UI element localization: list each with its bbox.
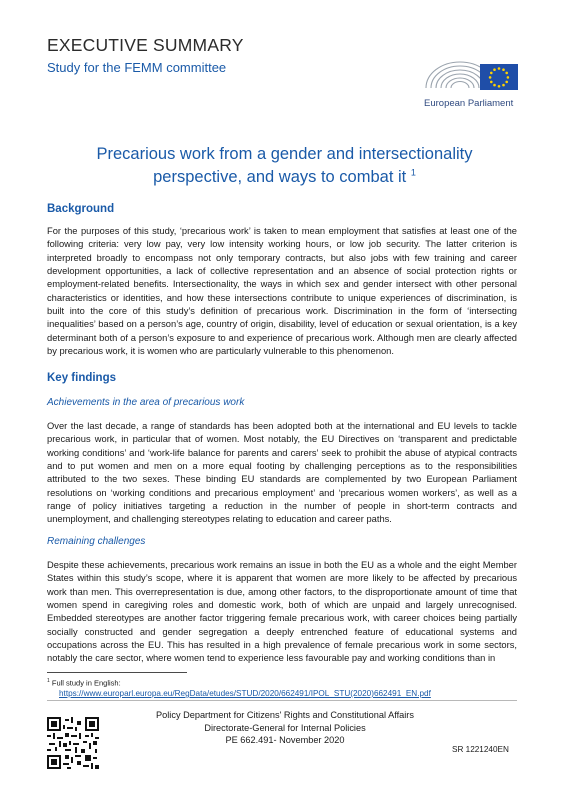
challenges-subheading: Remaining challenges — [47, 536, 146, 547]
department-line-1: Policy Department for Citizens' Rights and Constitutional Affairs — [156, 710, 414, 720]
title-line-2: perspective, and ways to combat it — [153, 168, 407, 186]
title-footnote-marker: 1 — [410, 167, 416, 178]
document-title — [40, 143, 529, 189]
footnote-text — [47, 678, 121, 688]
department-info — [140, 709, 430, 747]
committee-subtitle: Study for the FEMM committee — [47, 60, 227, 75]
footnote-label: Full study in English: — [51, 678, 121, 688]
achievements-paragraph: Over the last decade, a range of standards has been adopted both at the international and EU levels to tackle precarious work, in particular that of women. Most notably, the EU Directives on ‘transparent and predictable working conditions’ and ‘work-life balance for parents and carers’ seek to prohibit the abuse of atypical contracts and to put women and men on a more equal footing by challenging perceptions as to the responsibilities attributed to the two sexes. These binding EU standards are complemented by two European Parliament resolutions on ‘working conditions and precarious employment’ and ‘precarious women workers’, as well as a range of policy initiatives targeting a reduction in the number of people in short-term contracts and unemployment, and challenging stereotypes relating to education and career paths. — [47, 421, 517, 525]
footnote-divider — [47, 672, 187, 673]
parliament-emblem-icon — [420, 54, 520, 96]
background-heading: Background — [47, 203, 115, 215]
reference-line: PE 662.491- November 2020 — [225, 735, 345, 745]
executive-summary-label: EXECUTIVE SUMMARY — [47, 35, 244, 55]
challenges-paragraph: Despite these achievements, precarious work remains an issue in both the EU as a whole and the eight Member States within this study’s scope, where it is apparent that women are more likely to be affected by precarious work than men. This overrepresentation is due, among other factors, to the disproportionate amount of time that women spend in caregiving roles and domestic work, both of which are unpaid and largely unrecognised. Embedded stereotypes are another factor triggering female precarious work, with career choices being partially socially constructed and gender segregation a deeply entrenched feature of educational systems and occupations across the EU. This has resulted in a high prevalence of female precarious work in some sectors, notably the care sector, where women tend to experience less favourable pay and working conditions than in — [47, 560, 517, 664]
achievements-subheading: Achievements in the area of precarious work — [47, 397, 245, 408]
title-line-1: Precarious work from a gender and intersectionality — [96, 145, 473, 163]
footnote-marker: 1 — [47, 678, 50, 684]
sr-code: SR 1221240EN — [452, 745, 509, 754]
background-paragraph: For the purposes of this study, ‘precarious work’ is taken to mean employment that satisfies at least one of the following criteria: very low pay, very low intensity working hours, or low job security. The latter criterion is interpreted broadly to encompass not only temporary contracts, but also jobs with few training and career development opportunities, a lack of collective representation and an absence of social protection rights or employment-related benefits. Intersectionality, the ways in which sex and gender intersect with other personal characteristics or identities, and how these intersections contribute to unique experiences of discrimination, is built into the core of this study’s definition of precarious work. Discrimination in the form of ‘intersecting inequalities’ based on a person’s age, country of origin, disability, level of education or sexual orientation, is a key determinant both of a person’s exposure to and experience of precarious work. Although men are clearly affected by precarious work, it is women who are particularly vulnerable to this phenomenon. — [47, 226, 517, 357]
footer-divider — [47, 700, 517, 701]
department-line-2: Directorate-General for Internal Policies — [204, 722, 366, 733]
logo-wordmark: European Parliament — [424, 98, 514, 109]
qr-code-icon — [47, 717, 99, 769]
key-findings-heading: Key findings — [47, 372, 117, 384]
qr-code — [47, 717, 99, 769]
full-study-link[interactable]: https://www.europarl.europa.eu/RegData/etudes/STUD/2020/662491/IPOL_STU(2020)662491_EN.pdf — [59, 689, 431, 698]
